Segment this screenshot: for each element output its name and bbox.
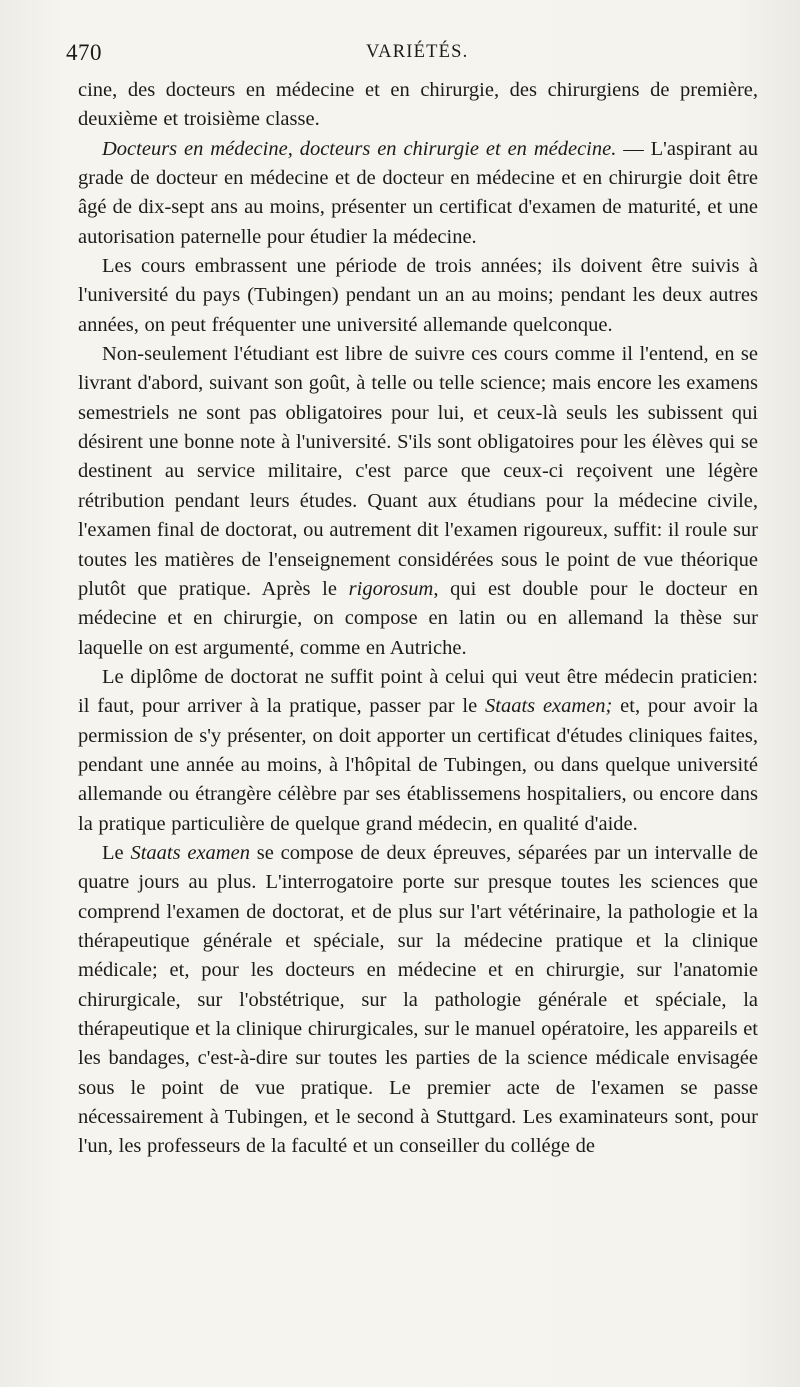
paragraph-6-text-b: se compose de deux épreuves, séparées par un intervalle de quatre jours au plus. L'interrogatoire porte sur presque toutes les sciences que comprend l'examen de doctorat, et de plus sur l'art vétérinaire, la pathologie et la thérapeutique générale et spéciale, sur la médecine pratique et la clinique médicale; et, pour les docteurs en médecine et en chirurgie, sur l'anatomie chirurgicale, sur l'obstétrique, sur la pathologie générale et spéciale, la thérapeutique et la clinique chirurgicales, sur le manuel opératoire, les appareils et les bandages, c'est-à-dire sur toutes les parties de la science médicale envisagée sous le point de vue pratique. Le premier acte de l'examen se passe nécessairement à Tubingen, et le second à Stuttgard. Les examinateurs sont, pour l'un, les professeurs de la faculté et un conseiller du collége de: [78, 841, 758, 1158]
running-head: VARIÉTÉS.: [366, 42, 469, 62]
page-header: [66, 40, 758, 74]
paragraph-2: [78, 135, 758, 252]
paragraph-5-text-b: et, pour avoir la permission de s'y présenter, on doit apporter un certificat d'études cliniques faites, pendant une année au moins, à l'hôpital de Tubingen, ou dans quelque université allemande ou étrangère célèbre par ses établissemens hospitaliers, ou encore dans la pratique particulière de quelque grand médecin, en qualité d'aide.: [78, 695, 758, 835]
paragraph-3-text: Les cours embrassent une période de trois années; ils doivent être suivis à l'université du pays (Tubingen) pendant un an au moins; pendant les deux autres années, on peut fréquenter une université allemande quelconque.: [78, 255, 758, 336]
paragraph-4-text-b: , qui est double pour le docteur en médecine et en chirurgie, on compose en latin ou en allemand la thèse sur laquelle on est argumenté, comme en Autriche.: [78, 577, 758, 659]
paragraph-5-italic-term: Staats examen;: [485, 695, 613, 718]
body-text: [78, 76, 758, 1162]
paragraph-2-text: — L'aspirant au grade de docteur en médecine et de docteur en médecine et en chirurgie doit être âgé de dix-sept ans au moins, présenter un certificat d'examen de maturité, et une autorisation paternelle pour étudier la médecine.: [78, 137, 758, 248]
paragraph-4-italic-term: rigorosum: [348, 577, 434, 600]
paragraph-6-italic-term: Staats examen: [130, 841, 250, 864]
paragraph-3: [78, 252, 758, 340]
paragraph-4: [78, 340, 758, 663]
paragraph-5-text-a: Le diplôme de doctorat ne suffit point à celui qui veut être médecin praticien: il faut, pour arriver à la pratique, passer par le: [78, 665, 758, 718]
paragraph-4-text-a: Non-seulement l'étudiant est libre de suivre ces cours comme il l'entend, en se livrant d'abord, suivant son goût, à telle ou telle science; mais encore les examens semestriels ne sont pas obligatoires pour lui, et ceux-là seuls les subissent qui désirent une bonne note à l'université. S'ils sont obligatoires pour les élèves qui se destinent au service militaire, c'est parce que ceux-ci reçoivent une légère rétribution pendant leurs études. Quant aux étudians pour la médecine civile, l'examen final de doctorat, ou autrement dit l'examen rigoureux, suffit: il roule sur toutes les matières de l'enseignement considérées sous le point de vue théorique plutôt que pratique. Après le: [78, 343, 758, 600]
paragraph-2-heading: Docteurs en médecine, docteurs en chirurgie et en médecine.: [102, 137, 617, 160]
paragraph-6: [78, 839, 758, 1162]
paragraph-5: [78, 663, 758, 839]
page-number: 470: [66, 40, 102, 65]
paragraph-1-text: cine, des docteurs en médecine et en chirurgie, des chirurgiens de première, deuxième et troisième classe.: [78, 79, 758, 131]
paragraph-6-text-a: Le: [102, 841, 131, 864]
paragraph-1: [78, 76, 758, 135]
